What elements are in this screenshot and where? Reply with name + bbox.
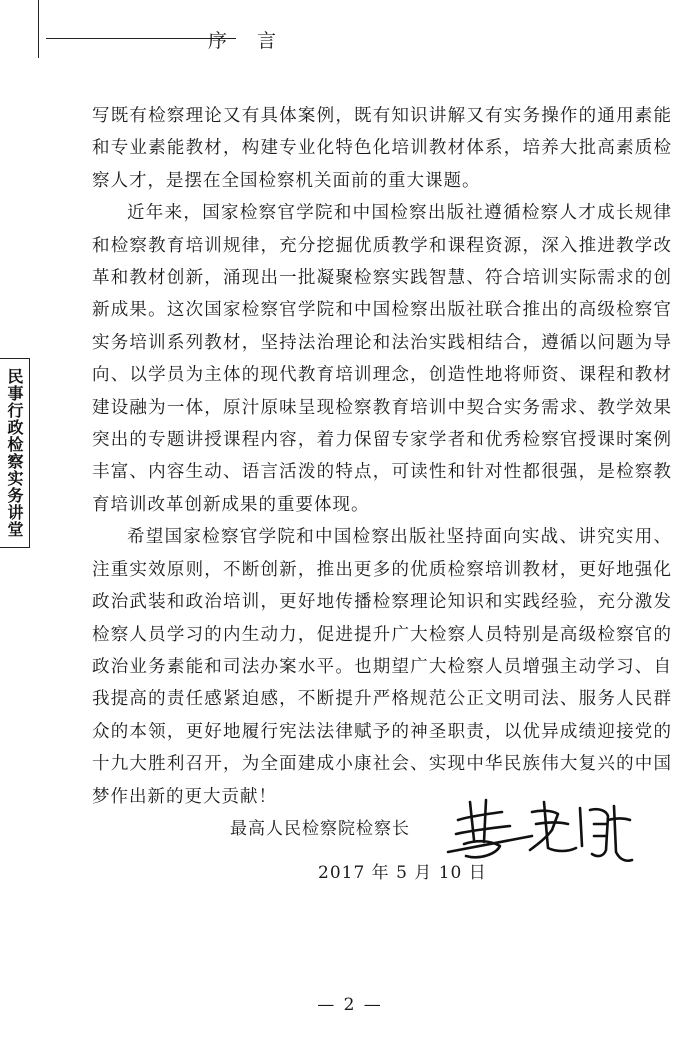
header-rule <box>38 0 678 58</box>
body-text <box>92 100 672 813</box>
paragraph-1: 写既有检察理论又有具体案例，既有知识讲解又有实务操作的通用素能和专业素能教材，构建专业化特色化培训教材体系，培养大批高素质检察人才，是摆在全国检察机关面前的重大课题。 <box>92 106 672 191</box>
page-number: — 2 — <box>317 995 383 1015</box>
header-vertical-rule <box>38 0 39 58</box>
side-tab-label: 民事行政检察实务讲堂 <box>5 368 24 538</box>
signer-title: 最高人民检察院检察长 <box>230 819 410 839</box>
side-tab <box>0 358 30 548</box>
paragraph-3: 希望国家检察官学院和中国检察出版社坚持面向实战、讲究实用、注重实效原则，不断创新，推出更多的优质检察培训教材，更好地强化政治武装和政治培训，更好地传播检察理论知识和实践经验，充分激发检察人员学习的内生动力，促进提升广大检察人员特别是高级检察官的政治业务素能和司法办案水平。也期望广大检察人员增强主动学习、自我提高的责任感紧迫感，不断提升严格规范公正文明司法、服务人民群众的本领，更好地履行宪法法律赋予的神圣职责，以优异成绩迎接党的十九大胜利召开，为全面建成小康社会、实现中华民族伟大复兴的中国梦作出新的更大贡献！ <box>92 527 672 807</box>
paragraph-2: 近年来，国家检察官学院和中国检察出版社遵循检察人才成长规律和检察教育培训规律，充分挖掘优质教学和课程资源，深入推进教学改革和教材创新，涌现出一批凝聚检察实践智慧、符合培训实际需求的创新成果。这次国家检察官学院和中国检察出版社联合推出的高级检察官实务培训系列教材，坚持法治理论和法治实践相结合，遵循以问题为导向、以学员为主体的现代教育培训理念，创造性地将师资、课程和教材建设融为一体，原汁原味呈现检察教育培训中契合实务需求、教学效果突出的专题讲授课程内容，着力保留专家学者和优秀检察官授课时案例丰富、内容生动、语言活泼的特点，可读性和针对性都很强，是检察教育培训改革创新成果的重要体现。 <box>92 203 672 515</box>
section-title: 序 言 <box>208 30 289 52</box>
date: 2017 年 5 月 10 日 <box>318 863 487 883</box>
signature-block <box>230 790 650 860</box>
